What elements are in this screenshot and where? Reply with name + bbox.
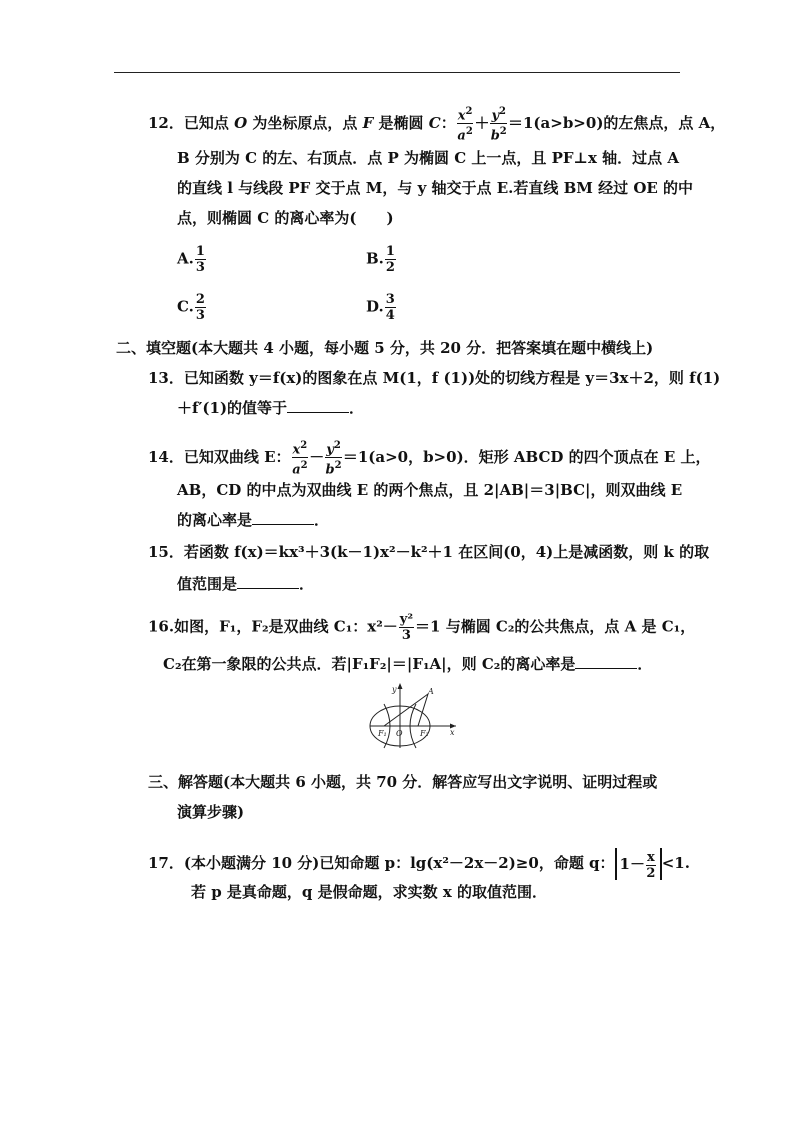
ellipse-x-fraction: $\frac{x^2}{a^2}$ — [457, 106, 473, 144]
q17-line2: 若 p 是真命题，q 是假命题，求实数 x 的取值范围． — [191, 883, 548, 901]
label-a: A — [428, 687, 434, 696]
section-3-heading-line1: 三、解答题(本大题共 6 小题，共 70 分．解答应写出文字说明、证明过程或 — [148, 773, 658, 791]
q15-answer-blank[interactable] — [237, 574, 299, 589]
hyperbola-y-fraction: $\frac{y^2}{b^2}$ — [325, 440, 342, 478]
label-f1: F₁ — [378, 729, 387, 738]
q14-line3: 的离心率是 ． — [177, 511, 330, 529]
hyperbola-x-fraction: $\frac{x^2}{a^2}$ — [292, 440, 308, 478]
option-d[interactable]: D. $\frac{3}{4}$ — [366, 292, 395, 323]
q12-line1: 12．已知点 O 为坐标原点，点 F 是椭圆 C： $\frac{x^2}{a^2}$ ＋ $\frac{y^2}{b^2}$ ＝1(a>b>0)的左焦点，点 A， — [148, 106, 726, 144]
q15-line2: 值范围是 ． — [177, 575, 315, 593]
q14-answer-blank[interactable] — [252, 510, 314, 525]
section-2-heading: 二、填空题(本大题共 4 小题，每小题 5 分，共 20 分．把答案填在题中横线上) — [116, 339, 654, 357]
header-rule — [114, 72, 680, 73]
label-f2: F₂ — [420, 729, 429, 738]
q13-line1: 13．已知函数 y＝f(x)的图象在点 M(1，f (1))处的切线方程是 y＝3x＋2，则 f(1) — [148, 369, 721, 387]
q16-line2: C₂在第一象限的公共点．若|F₁F₂|＝|F₁A|，则 C₂的离心率是 ． — [163, 655, 653, 673]
q12-line4: 点，则椭圆 C 的离心率为( ) — [177, 209, 394, 227]
q14-line2: AB，CD 的中点为双曲线 E 的两个焦点，且 2|AB|＝3|BC|，则双曲线 E — [177, 481, 683, 499]
q13-answer-blank[interactable] — [287, 398, 349, 413]
q12-line2: B 分别为 C 的左、右顶点．点 P 为椭圆 C 上一点，且 PF⊥x 轴．过点 A — [177, 149, 679, 167]
q17-line1: 17．(本小题满分 10 分)已知命题 p：lg(x²－2x－2)≥0，命题 q： 1－ $\frac{x}{2}$ <1. — [148, 849, 690, 881]
option-a[interactable]: A. $\frac{1}{3}$ — [177, 244, 205, 275]
q14-line1: 14．已知双曲线 E： $\frac{x^2}{a^2}$ － $\frac{y^2}{b^2}$ ＝1(a>0，b>0)．矩形 ABCD 的四个顶点在 E 上， — [148, 440, 711, 478]
option-c[interactable]: C. $\frac{2}{3}$ — [177, 292, 205, 323]
label-o: O — [396, 729, 403, 738]
label-x: x — [450, 728, 455, 737]
q16-answer-blank[interactable] — [575, 654, 637, 669]
q15-line1: 15．若函数 f(x)＝kx³＋3(k－1)x²－k²＋1 在区间(0，4)上是减函数，则 k 的取 — [148, 543, 710, 561]
q16-fraction: $\frac{\text{y²}}{3}$ — [399, 612, 414, 643]
q17-absolute-value: 1－ $\frac{x}{2}$ — [615, 848, 662, 880]
segment-f1a — [384, 694, 428, 726]
option-b[interactable]: B. $\frac{1}{2}$ — [366, 244, 395, 275]
section-3-heading-line2: 演算步骤) — [177, 803, 245, 821]
segment-f2a — [418, 694, 428, 726]
q13-line2: ＋f′(1)的值等于 ． — [177, 399, 365, 417]
q16-line1: 16.如图，F₁，F₂是双曲线 C₁：x²－ $\frac{\text{y²}}{3}$ ＝1 与椭圆 C₂的公共焦点，点 A 是 C₁， — [148, 612, 696, 643]
q16-figure — [366, 680, 456, 752]
ellipse-y-fraction: $\frac{y^2}{b^2}$ — [490, 106, 507, 144]
q12-line3: 的直线 l 与线段 PF 交于点 M，与 y 轴交于点 E.若直线 BM 经过 OE 的中 — [177, 179, 694, 197]
label-y: y — [392, 685, 397, 694]
